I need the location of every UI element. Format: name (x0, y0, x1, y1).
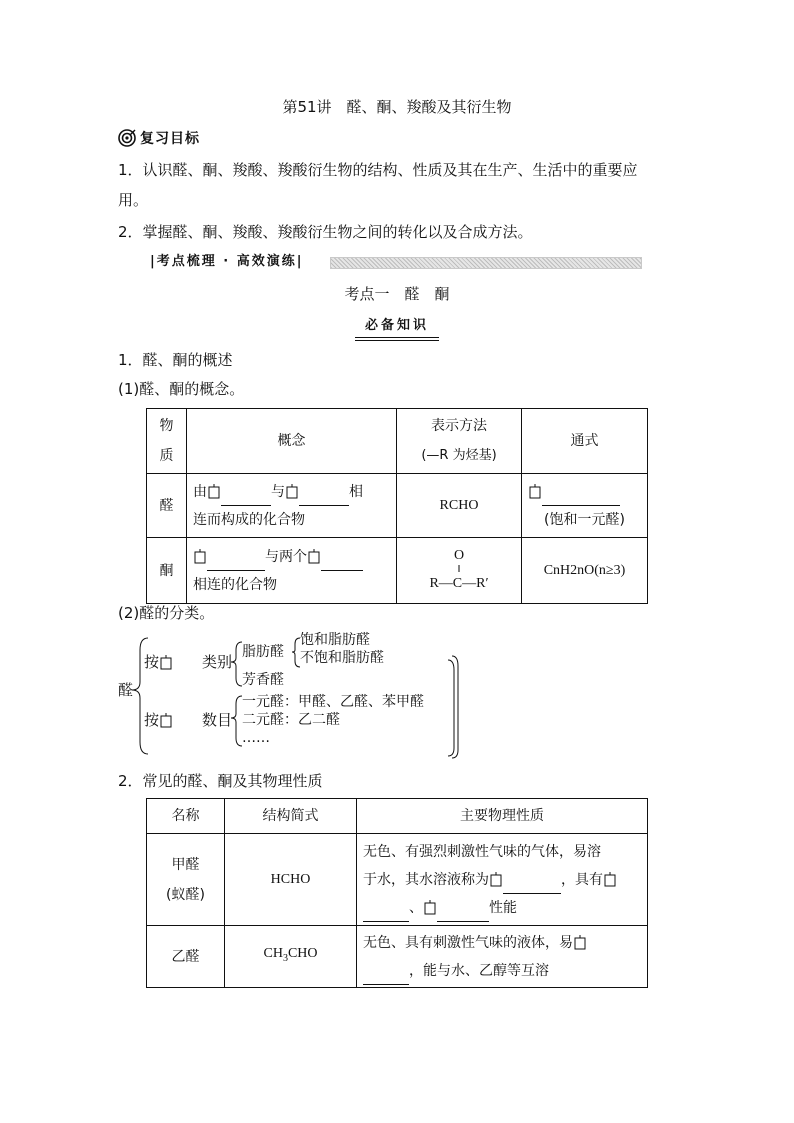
review-goals-heading (118, 128, 200, 148)
part1-sub2: (2)醛的分类。 (118, 604, 215, 622)
concept-table (146, 408, 648, 604)
section-banner (150, 252, 642, 272)
aldehyde-classification (118, 630, 463, 760)
part1-heading: 1．醛、酮的概述 (118, 351, 233, 369)
blank-marker-icon (423, 899, 437, 917)
blank-marker-icon (307, 548, 321, 566)
row-aldehyde-name: 醛 (147, 474, 187, 538)
row-ketone-name: 酮 (147, 538, 187, 604)
blank-marker-icon (159, 654, 173, 672)
row-acetaldehyde-properties: 无色、具有刺激性气味的液体，易 ，能与水、乙醇等互溶 (357, 926, 648, 988)
row-aldehyde-formula: (饱和一元醛) (522, 474, 648, 538)
header-substance: 物质 (147, 409, 187, 474)
blank-marker-icon (207, 483, 221, 501)
classify-mono: 一元醛：甲醛、乙醛、苯甲醛 (242, 694, 424, 710)
classify-aromatic: 芳香醛 (242, 672, 284, 688)
goal-item-1: 1．认识醛、酮、羧酸、羧酸衍生物的结构、性质及其在生产、生活中的重要应 (118, 161, 638, 179)
row-ketone-formula: CnH2nO(n≥3) (522, 538, 648, 604)
banner-label: |考点梳理 · 高效演练| (150, 254, 304, 269)
target-icon (118, 129, 136, 147)
part2-heading: 2．常见的醛、酮及其物理性质 (118, 772, 323, 790)
blank-marker-icon (159, 712, 173, 730)
header-concept: 概念 (187, 409, 397, 474)
part1-sub1: (1)醛、酮的概念。 (118, 380, 245, 398)
classify-saturated: 饱和脂肪醛 (300, 632, 370, 648)
section-title: 考点一 醛 酮 (344, 285, 450, 303)
classify-aliphatic: 脂肪醛 (242, 644, 284, 660)
header-physical-properties: 主要物理性质 (357, 799, 648, 834)
row-acetaldehyde-formula: $CH_3CHO$ (225, 926, 357, 988)
row-ketone-concept: 与两个 相连的化合物 (187, 538, 397, 604)
classify-root: 醛 (118, 681, 134, 699)
classify-etc: …… (242, 730, 270, 746)
lesson-title: 第51讲 醛、酮、羧酸及其衍生物 (282, 98, 512, 116)
blank-marker-icon (193, 548, 207, 566)
classify-category-label: 类别 (202, 653, 233, 671)
classify-di: 二元醛：乙二醛 (242, 712, 340, 728)
row-aldehyde-repr: RCHO (397, 474, 522, 538)
blank-marker-icon (528, 483, 542, 501)
row-formaldehyde-name: 甲醛 (蚁醛) (147, 834, 225, 926)
blank-marker-icon (573, 934, 587, 952)
must-know-label: 必备知识 (364, 318, 429, 333)
goal-item-1-cont: 用。 (118, 191, 149, 209)
header-general-formula: 通式 (522, 409, 648, 474)
review-goals-label: 复习目标 (140, 131, 200, 147)
row-formaldehyde-formula: HCHO (225, 834, 357, 926)
header-name: 名称 (147, 799, 225, 834)
classify-by-number: 按 (144, 710, 173, 730)
classify-by-category: 按 (144, 652, 173, 672)
classify-unsaturated: 不饱和脂肪醛 (300, 650, 384, 666)
row-aldehyde-concept: 由 与 相 连而构成的化合物 (187, 474, 397, 538)
banner-pattern (330, 257, 642, 269)
blank-marker-icon (285, 483, 299, 501)
header-representation: 表示方法 (—R 为烃基) (397, 409, 522, 474)
must-know-heading (355, 316, 439, 338)
row-acetaldehyde-name: 乙醛 (147, 926, 225, 988)
header-structure: 结构简式 (225, 799, 357, 834)
blank-marker-icon (603, 871, 617, 889)
blank-marker-icon (489, 871, 503, 889)
row-formaldehyde-properties: 无色、有强烈刺激性气味的气体，易溶 于水，其水溶液称为 ，具有 、 性能 (357, 834, 648, 926)
row-ketone-repr: O ‖ R—C—R′ (397, 538, 522, 604)
properties-table (146, 798, 648, 988)
classify-number-label: 数目 (202, 711, 233, 729)
goal-item-2: 2．掌握醛、酮、羧酸、羧酸衍生物之间的转化以及合成方法。 (118, 223, 533, 241)
